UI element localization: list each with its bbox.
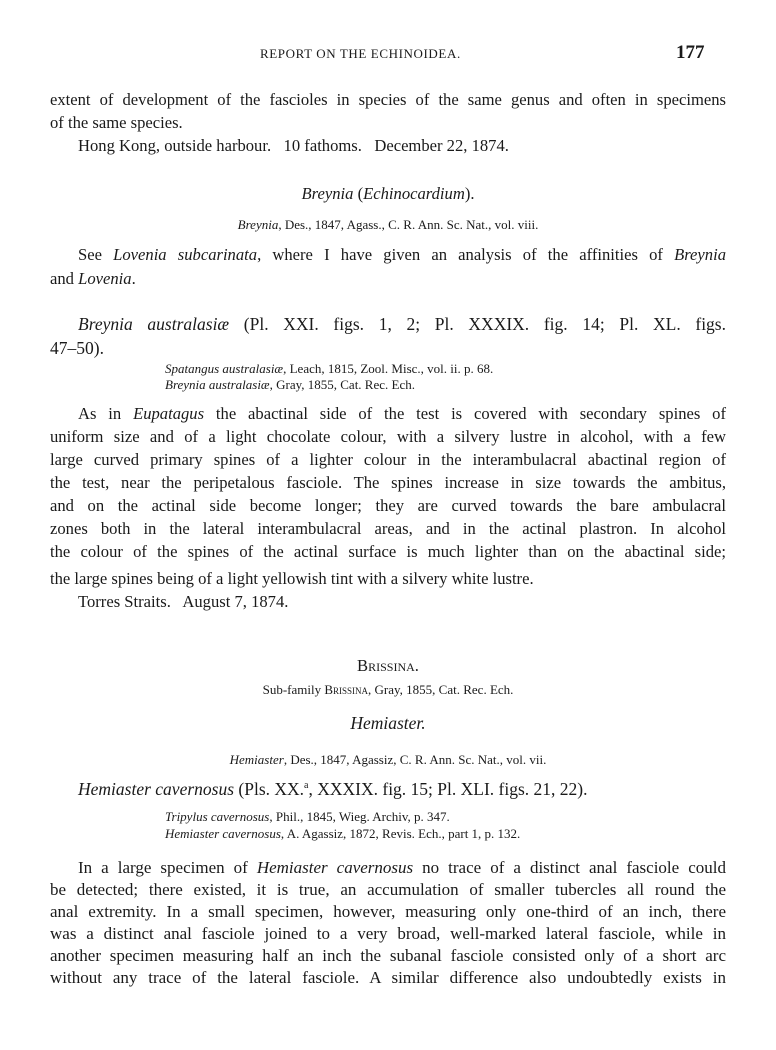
desc-line: anal extremity. In a small specimen, however, measuring only one-third of an inch, there	[50, 902, 726, 921]
running-title: REPORT ON THE ECHINOIDEA.	[260, 46, 461, 61]
genus-reference-hemiaster: Hemiaster, Des., 1847, Agassiz, C. R. Ann. Sc. Nat., vol. vii.	[229, 752, 547, 767]
intro-locality: Hong Kong, outside harbour. 10 fathoms. December 22, 1874.	[78, 136, 509, 155]
species-name: Hemiaster cavernosus	[78, 778, 235, 799]
desc-line: was a distinct anal fasciole joined to a very broad, well-marked lateral fasciole, while in	[50, 924, 726, 943]
desc-line: without any trace of the lateral fasciole. A similar difference also undoubtedly exists in	[50, 968, 726, 987]
subgenus-name: Echinocardium	[363, 184, 465, 203]
description-breynia	[50, 404, 726, 562]
subfamily-title: Brissina.	[357, 656, 419, 675]
intro-paragraph	[50, 90, 726, 110]
species-heading-breynia-australasiae	[78, 314, 726, 334]
desc-line-last: the large spines being of a light yellowish tint with a silvery white lustre.	[50, 569, 534, 588]
desc-line: be detected; there existed, it is true, an accumulation of smaller tubercles all round the	[50, 880, 726, 899]
ref-genus-name: Breynia	[237, 217, 279, 232]
page-number: 177	[676, 42, 705, 63]
synonym-2: Breynia australasiæ, Gray, 1855, Cat. Rec. Ech.	[165, 377, 415, 392]
see-line-2: and Lovenia.	[50, 269, 136, 288]
description-hemiaster	[50, 858, 726, 988]
synonym-1: Tripylus cavernosus, Phil., 1845, Wieg. Archiv, p. 347.	[165, 809, 450, 824]
genus-title-hemiaster: Hemiaster.	[350, 713, 426, 733]
desc-line: In a large specimen of Hemiaster cavernosus no trace of a distinct anal fasciole could	[78, 858, 726, 877]
genus-reference-breynia	[0, 217, 776, 233]
plates-ref: (Pl. XXI. figs. 1, 2; Pl. XXXIX. fig. 14; Pl. XL. figs.	[243, 314, 726, 334]
synonym-1: Spatangus australasiæ, Leach, 1815, Zool. Misc., vol. ii. p. 68.	[165, 361, 494, 376]
desc-line: As in Eupatagus the abactinal side of the test is covered with secondary spines of	[78, 404, 726, 423]
desc-line: another specimen measuring half an inch the subanal fasciole consisted only of a short arc	[50, 946, 726, 965]
plates-ref-cont: 47–50).	[50, 338, 104, 358]
desc-line: and on the actinal side become longer; they are curved towards the bare ambulacral	[50, 496, 726, 515]
species-name: Breynia australasiæ	[78, 314, 230, 334]
ref-text: , Des., 1847, Agass., C. R. Ann. Sc. Nat., vol. viii.	[278, 217, 539, 232]
species-heading-hemiaster-cavernosus: Hemiaster cavernosus (Pls. XX.$^a$, XXXIX. fig. 15; Pl. XLI. figs. 21, 22).	[78, 778, 588, 799]
subfamily-reference: Sub-family Brissina, Gray, 1855, Cat. Rec. Ech.	[262, 682, 514, 697]
desc-line: the colour of the spines of the actinal surface is much lighter than on the abactinal side;	[50, 542, 726, 561]
genus-name: Breynia	[301, 184, 354, 203]
desc-line: large curved primary spines of a lighter colour in the interambulacral abactinal region of	[50, 450, 726, 469]
desc-line: the test, near the peripetalous fasciole. The spines increase in size towards the ambitus,	[50, 473, 726, 492]
genus-title-breynia: Breynia (Echinocardium).	[301, 184, 475, 203]
synonym-2: Hemiaster cavernosus, A. Agassiz, 1872, Revis. Ech., part 1, p. 132.	[165, 826, 521, 841]
locality-torres: Torres Straits. August 7, 1874.	[78, 592, 289, 611]
desc-line: zones both in the lateral interambulacral areas, and in the actinal plastron. In alcohol	[50, 519, 726, 538]
intro-line-1: extent of development of the fascioles in species of the same genus and often in specimens	[50, 90, 726, 109]
see-line-1: See Lovenia subcarinata, where I have given an analysis of the affinities of Breynia	[78, 245, 726, 264]
species-link-lovenia-subcarinata: Lovenia subcarinata	[113, 245, 258, 264]
desc-line: uniform size and of a light chocolate colour, with a silvery lustre in alcohol, with a few	[50, 427, 726, 446]
see-paragraph	[78, 245, 726, 265]
intro-line-2: of the same species.	[50, 113, 183, 132]
